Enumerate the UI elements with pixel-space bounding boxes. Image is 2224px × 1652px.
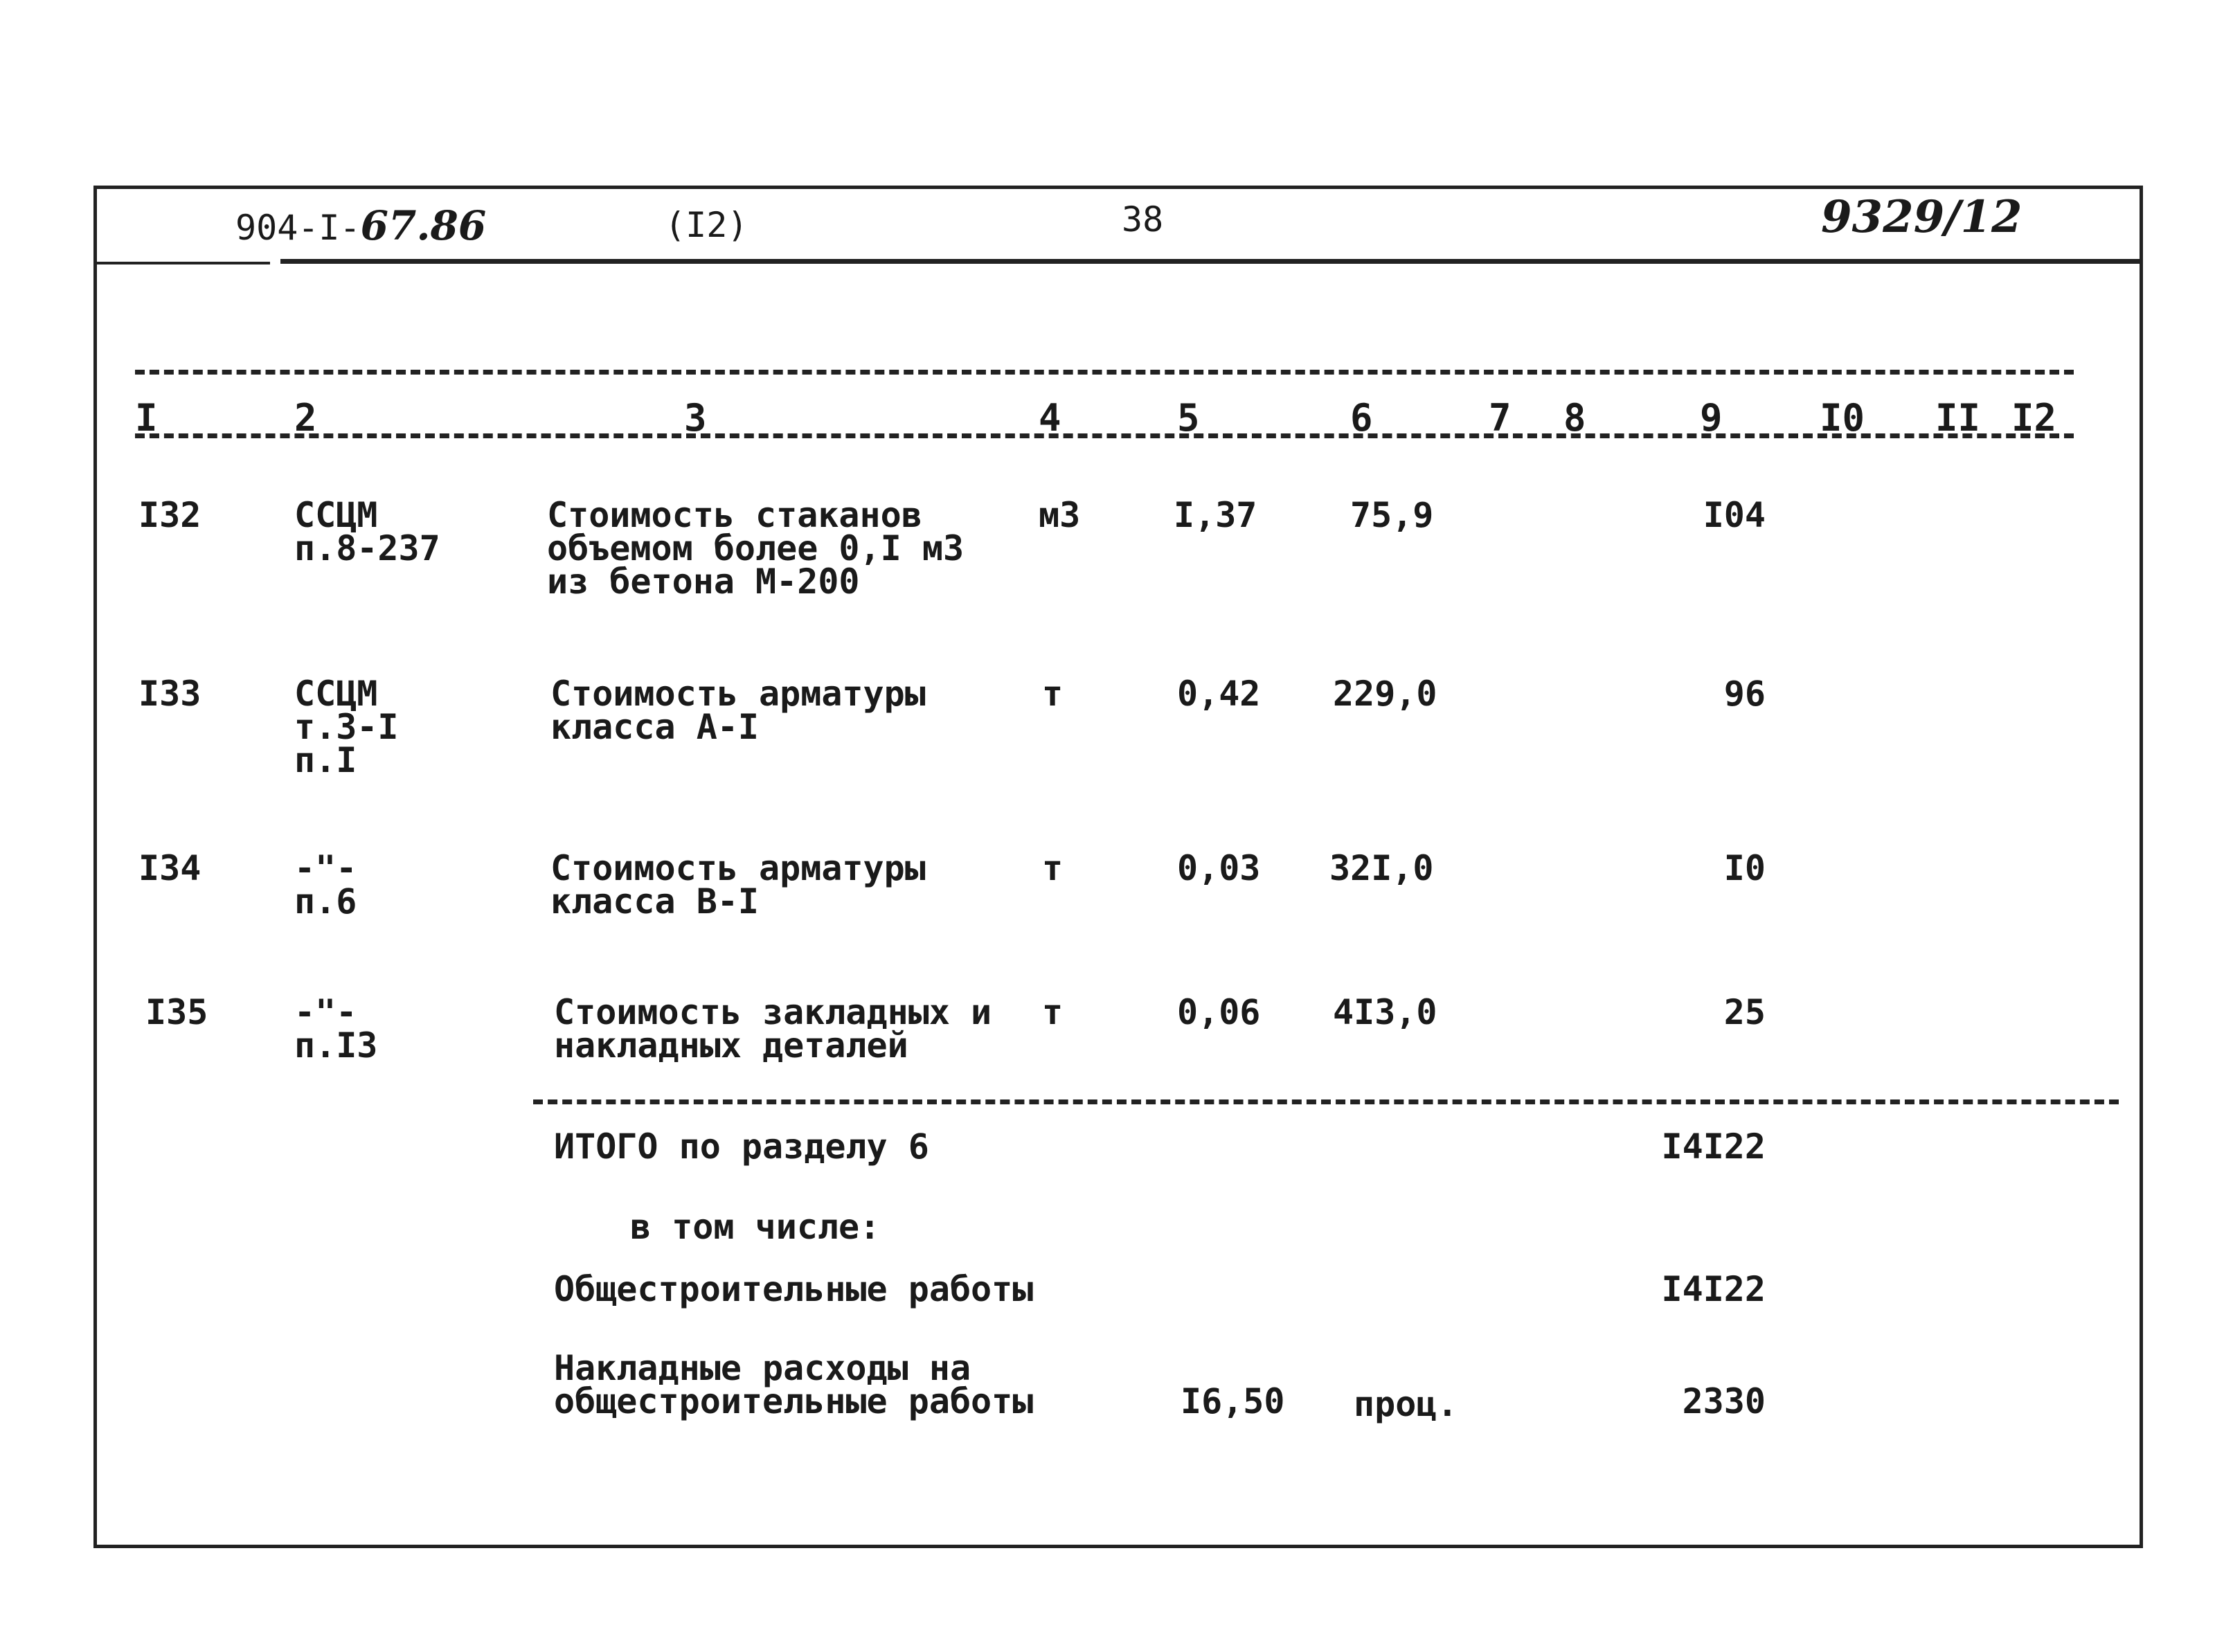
- doc-code-printed: 904-I-: [235, 208, 361, 248]
- row-description-line: класса В-I: [550, 881, 760, 922]
- summary-general-label: Общестроительные работы: [554, 1269, 1034, 1309]
- column-header-bottom-rule: [135, 433, 2074, 438]
- row-code-line: п.6: [294, 881, 357, 922]
- row-description: [554, 992, 992, 1066]
- row-description-line: из бетона М-200: [547, 562, 860, 602]
- column-number: 6: [1350, 396, 1373, 440]
- column-number: 5: [1177, 396, 1200, 440]
- row-total: 96: [1723, 674, 1766, 714]
- row-unit: т: [1042, 674, 1064, 714]
- row-unit: м3: [1039, 495, 1081, 535]
- frame-bottom-border: [97, 1545, 2140, 1548]
- row-description-line: класса А-I: [550, 707, 760, 747]
- row-unit-price: 75,9: [1350, 495, 1434, 535]
- summary-overhead-value: 2330: [1682, 1381, 1766, 1421]
- column-number: 9: [1700, 396, 1723, 440]
- row-number: I32: [138, 495, 201, 535]
- row-unit: т: [1042, 992, 1064, 1032]
- row-quantity: 0,42: [1177, 674, 1261, 714]
- row-description-line: Стоимость стаканов: [547, 495, 922, 535]
- frame-left-border: [93, 186, 97, 1548]
- header-divider-right: [280, 259, 2140, 264]
- row-unit-price: 229,0: [1333, 674, 1437, 714]
- row-code-line: -"-: [294, 992, 357, 1032]
- row-code: [294, 674, 399, 780]
- row-code-line: -"-: [294, 848, 357, 888]
- row-total: I0: [1723, 848, 1766, 888]
- frame-right-border: [2140, 186, 2143, 1548]
- row-code-line: ССЦМ: [294, 495, 378, 535]
- summary-overhead-rate: I6,50: [1181, 1381, 1285, 1421]
- sheet-reference: 9329/12: [1821, 191, 2023, 243]
- row-quantity: 0,06: [1177, 992, 1261, 1032]
- row-number: I34: [138, 848, 201, 888]
- row-description: [550, 674, 926, 747]
- doc-code-handwritten: 67.86: [360, 202, 487, 249]
- row-number: I33: [138, 674, 201, 714]
- row-code-line: п.I3: [294, 1025, 378, 1066]
- row-description: [550, 848, 926, 922]
- column-number: 4: [1039, 396, 1061, 440]
- row-total: 25: [1723, 992, 1766, 1032]
- header-divider-left: [97, 262, 270, 264]
- row-quantity: I,37: [1174, 495, 1257, 535]
- section-number: (I2): [665, 205, 748, 245]
- summary-overhead-label-line: Накладные расходы на: [554, 1348, 971, 1388]
- summary-general-value: I4I22: [1661, 1269, 1766, 1309]
- summary-separator: [533, 1099, 2119, 1104]
- row-description-line: объемом более 0,I м3: [547, 528, 965, 568]
- summary-total-label: ИТОГО по разделу 6: [554, 1126, 929, 1167]
- row-number: I35: [145, 992, 208, 1032]
- summary-overhead-unit: проц.: [1354, 1384, 1458, 1424]
- row-total: I04: [1703, 495, 1766, 535]
- row-description-line: Стоимость закладных и: [554, 992, 992, 1032]
- column-number: I2: [2011, 396, 2057, 440]
- row-code: [294, 992, 378, 1066]
- row-code-line: п.8-237: [294, 528, 440, 568]
- row-unit: т: [1042, 848, 1064, 888]
- doc-code: [235, 202, 486, 249]
- row-description: [547, 495, 965, 602]
- row-quantity: 0,03: [1177, 848, 1261, 888]
- row-unit-price: 32I,0: [1329, 848, 1434, 888]
- row-description-line: Стоимость арматуры: [550, 848, 926, 888]
- summary-overhead-label-line: общестроительные работы: [554, 1381, 1034, 1421]
- row-code: [294, 848, 357, 922]
- row-code-line: п.I: [294, 740, 357, 780]
- page-number: 38: [1122, 199, 1164, 240]
- column-number: 7: [1489, 396, 1512, 440]
- row-unit-price: 4I3,0: [1333, 992, 1437, 1032]
- column-number: 3: [684, 396, 707, 440]
- summary-total-value: I4I22: [1661, 1126, 1766, 1167]
- column-number: I: [135, 396, 158, 440]
- row-description-line: Стоимость арматуры: [550, 674, 926, 714]
- column-number: II: [1935, 396, 1981, 440]
- row-description-line: накладных деталей: [554, 1025, 908, 1066]
- frame-top-border: [93, 186, 2143, 189]
- row-code-line: т.3-I: [294, 707, 399, 747]
- column-number: 8: [1563, 396, 1586, 440]
- summary-overhead-label: [554, 1348, 1034, 1421]
- row-code-line: ССЦМ: [294, 674, 378, 714]
- column-number: 2: [294, 396, 317, 440]
- summary-including-label: в том числе:: [630, 1207, 881, 1247]
- column-number: I0: [1820, 396, 1865, 440]
- column-header-top-rule: [135, 370, 2074, 375]
- row-code: [294, 495, 440, 568]
